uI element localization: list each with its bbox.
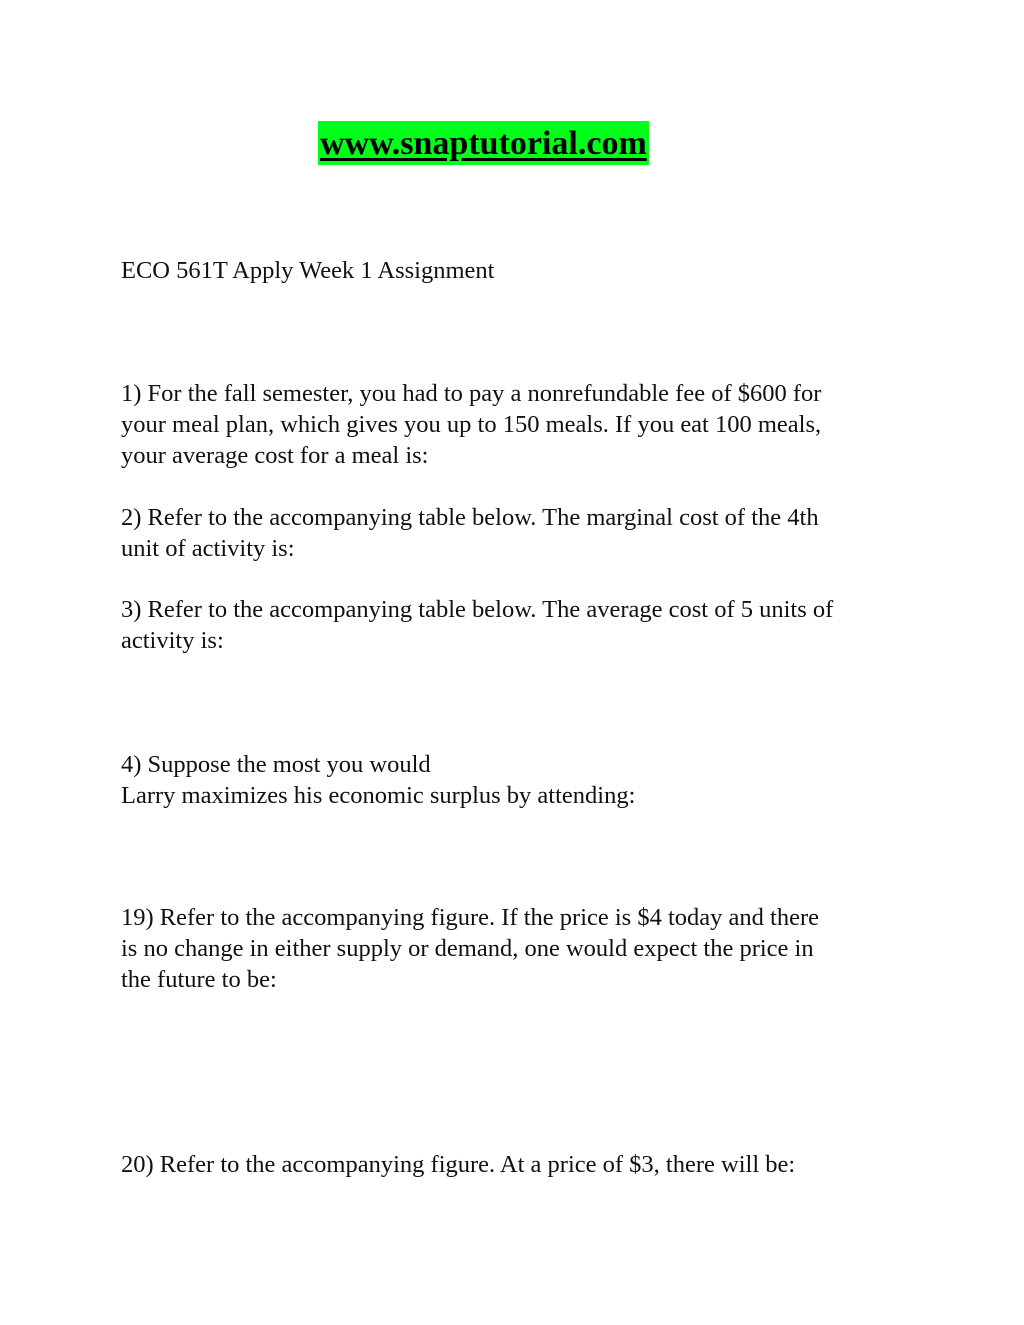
question-line: 19) Refer to the accompanying figure. If the price is $4 today and there [121,904,819,931]
site-link[interactable]: www.snaptutorial.com [318,121,649,165]
question-line: activity is: [121,627,224,654]
document-title: ECO 561T Apply Week 1 Assignment [121,257,495,284]
question-line: is no change in either supply or demand, one would expect the price in [121,935,814,962]
question-line: Larry maximizes his economic surplus by attending: [121,782,636,809]
question-line: 1) For the fall semester, you had to pay a nonrefundable fee of $600 for [121,380,822,407]
question-1 [121,378,921,471]
question-line: 2) Refer to the accompanying table below. The marginal cost of the 4th [121,504,819,531]
question-4 [121,749,921,811]
question-line: 3) Refer to the accompanying table below. The average cost of 5 units of [121,596,834,623]
question-line: your average cost for a meal is: [121,442,429,469]
question-line: your meal plan, which gives you up to 150 meals. If you eat 100 meals, [121,411,822,438]
question-line: 20) Refer to the accompanying figure. At a price of $3, there will be: [121,1151,796,1178]
question-2 [121,502,921,564]
question-line: 4) Suppose the most you would [121,751,431,778]
question-20 [121,1149,921,1180]
question-19 [121,902,921,995]
question-3 [121,594,921,656]
question-line: the future to be: [121,966,277,993]
question-line: unit of activity is: [121,535,295,562]
